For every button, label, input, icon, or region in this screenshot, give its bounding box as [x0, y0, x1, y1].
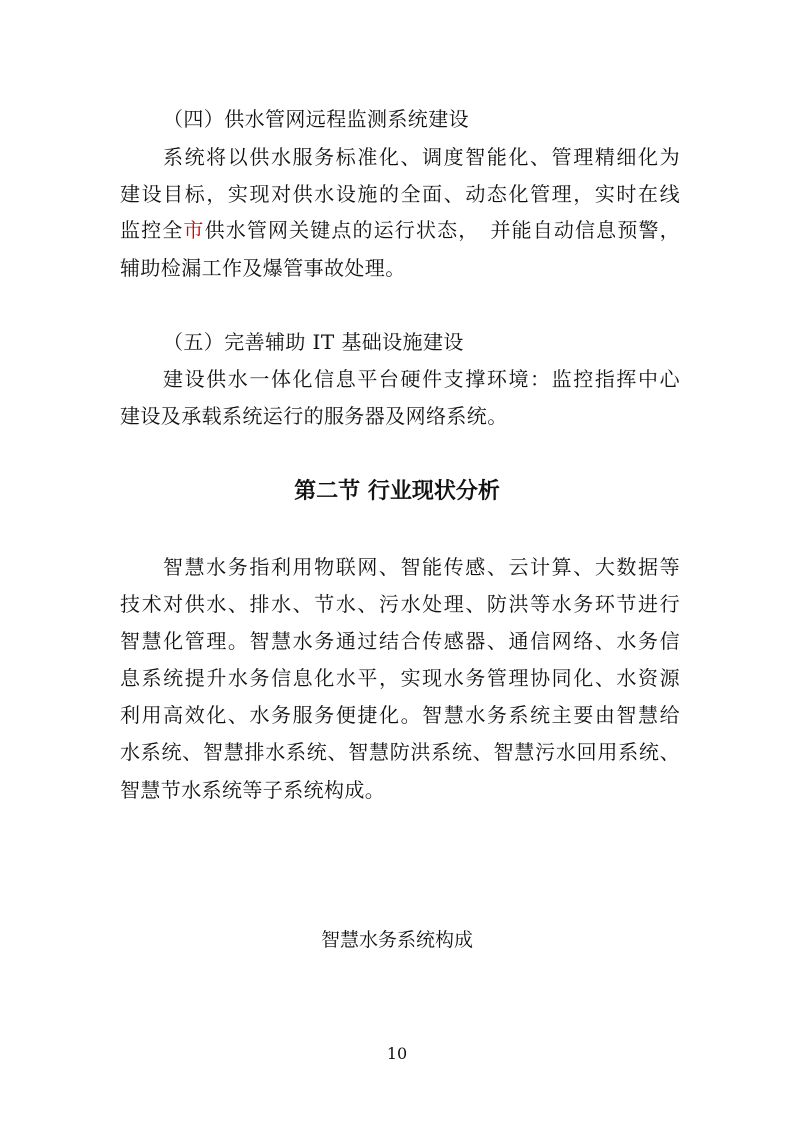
body-line-1: 智慧水务指利用物联网、智能传感、云计算、大数据等 — [163, 555, 680, 579]
body-line-7: 智慧节水系统等子系统构成。 — [120, 778, 386, 802]
line-3-before: 监控全 — [120, 218, 184, 242]
section-4-line-3 — [120, 216, 680, 244]
highlighted-character: 市 — [183, 218, 205, 242]
line-3-after: 供水管网关键点的运行状态， 并能自动信息预警， — [204, 218, 680, 242]
figure-caption: 智慧水务系统构成 — [320, 929, 473, 951]
section-5-line-1: 建设供水一体化信息平台硬件支撑环境：监控指挥中心 — [163, 367, 680, 391]
section-4-title: （四）供水管网远程监测系统建设 — [163, 107, 469, 131]
body-line-5: 利用高效化、水务服务便捷化。智慧水务系统主要由智慧给 — [120, 703, 680, 727]
body-line-4: 息系统提升水务信息化水平，实现水务管理协同化、水资源 — [120, 666, 680, 690]
section-4-line-2: 建设目标，实现对供水设施的全面、动态化管理，实时在线 — [120, 182, 680, 206]
body-line-2: 技术对供水、排水、节水、污水处理、防洪等水务环节进行 — [120, 592, 680, 616]
body-line-3: 智慧化管理。智慧水务通过结合传感器、通信网络、水务信 — [120, 629, 680, 653]
page-number: 10 — [386, 1044, 408, 1063]
section-5-line-2: 建设及承载系统运行的服务器及网络系统。 — [120, 404, 508, 428]
section-4-line-4: 辅助检漏工作及爆管事故处理。 — [120, 256, 406, 280]
body-line-6: 水系统、智慧排水系统、智慧防洪系统、智慧污水回用系统、 — [120, 740, 680, 764]
section-heading: 第二节 行业现状分析 — [294, 479, 500, 504]
section-5-title: （五）完善辅助 IT 基础设施建设 — [163, 330, 464, 354]
section-4-line-1: 系统将以供水服务标准化、调度智能化、管理精细化为 — [163, 145, 680, 169]
